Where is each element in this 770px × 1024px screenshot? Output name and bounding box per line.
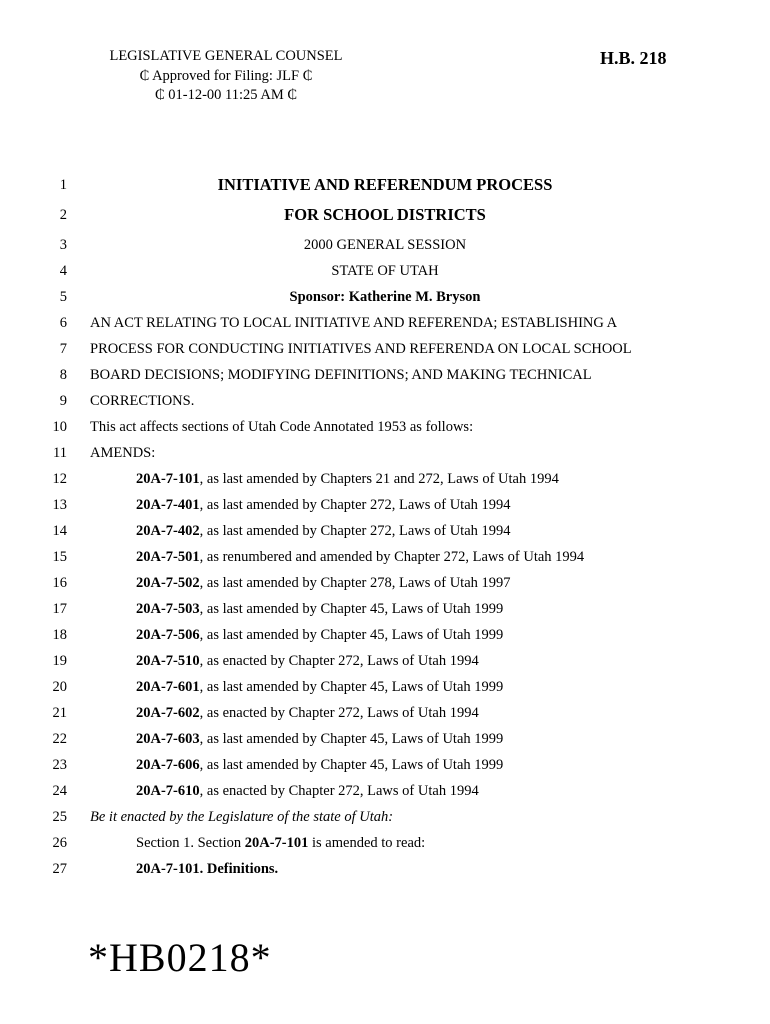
section-number: 20A-7-602 (136, 705, 200, 721)
amended-section-entry (136, 622, 700, 648)
line-number: 25 (52, 809, 67, 825)
line-10 (0, 414, 770, 440)
state-label: STATE OF UTAH (331, 263, 439, 279)
affects-statement: This act affects sections of Utah Code Annotated 1953 as follows: (90, 419, 474, 435)
section-amendment-intro (136, 830, 700, 856)
amended-section-entry (136, 466, 700, 492)
line-22 (0, 726, 770, 752)
amended-section-entry (136, 778, 700, 804)
amended-section-entry (136, 518, 700, 544)
line-19 (0, 648, 770, 674)
line-number: 15 (52, 549, 67, 565)
act-description: CORRECTIONS. (90, 393, 195, 409)
line-25 (0, 804, 770, 830)
line-14 (0, 518, 770, 544)
section-history: , as last amended by Chapter 45, Laws of Utah 1999 (199, 679, 504, 695)
section-number: 20A-7-610 (136, 783, 200, 799)
section-history: , as last amended by Chapter 45, Laws of Utah 1999 (199, 601, 504, 617)
line-8 (0, 362, 770, 388)
section-history: , as last amended by Chapters 21 and 272, Laws of Utah 1994 (199, 471, 559, 487)
section-number: 20A-7-502 (136, 575, 200, 591)
line-26 (0, 830, 770, 856)
line-number: 16 (52, 575, 67, 591)
line-4 (0, 258, 770, 284)
section-history: , as renumbered and amended by Chapter 272, Laws of Utah 1994 (199, 549, 585, 565)
line-number: 8 (59, 367, 67, 383)
line-number: 19 (52, 653, 67, 669)
bill-title-line-2: FOR SCHOOL DISTRICTS (284, 205, 486, 224)
section-number: 20A-7-401 (136, 497, 200, 513)
act-description: BOARD DECISIONS; MODIFYING DEFINITIONS; AND MAKING TECHNICAL (90, 367, 592, 383)
counsel-title: LEGISLATIVE GENERAL COUNSEL (109, 48, 343, 64)
amended-section-entry (136, 726, 700, 752)
counsel-header (96, 47, 356, 106)
line-13 (0, 492, 770, 518)
line-23 (0, 752, 770, 778)
line-number: 3 (59, 237, 67, 253)
line-number: 10 (52, 419, 67, 435)
amended-section-entry (136, 492, 700, 518)
section-heading: 20A-7-101. Definitions. (136, 861, 279, 877)
section-history: , as enacted by Chapter 272, Laws of Utah 1994 (199, 783, 479, 799)
line-number: 1 (59, 177, 67, 193)
amended-section-entry (136, 570, 700, 596)
session-label: 2000 GENERAL SESSION (303, 237, 467, 253)
section-number: 20A-7-603 (136, 731, 200, 747)
amends-heading: AMENDS: (90, 445, 156, 461)
section-number: 20A-7-402 (136, 523, 200, 539)
approved-for-filing: ₵ Approved for Filing: JLF ₵ (139, 67, 313, 84)
line-number: 7 (59, 341, 67, 357)
section-history: , as last amended by Chapter 45, Laws of Utah 1999 (199, 757, 504, 773)
section-history: , as enacted by Chapter 272, Laws of Utah 1994 (199, 705, 479, 721)
act-description: PROCESS FOR CONDUCTING INITIATIVES AND REFERENDA ON LOCAL SCHOOL (90, 341, 632, 357)
line-number: 22 (52, 731, 67, 747)
section-number: 20A-7-606 (136, 757, 200, 773)
amended-section-entry (136, 674, 700, 700)
section-history: , as last amended by Chapter 272, Laws of Utah 1994 (199, 523, 511, 539)
line-2 (0, 202, 770, 228)
line-18 (0, 622, 770, 648)
line-7 (0, 336, 770, 362)
section-number: 20A-7-510 (136, 653, 200, 669)
section-number: 20A-7-503 (136, 601, 200, 617)
line-16 (0, 570, 770, 596)
line-15 (0, 544, 770, 570)
section-number: 20A-7-501 (136, 549, 200, 565)
section-number: 20A-7-101 (244, 835, 309, 851)
line-5 (0, 284, 770, 310)
section-intro-suffix: is amended to read: (308, 835, 426, 851)
amended-section-entry (136, 700, 700, 726)
line-6 (0, 310, 770, 336)
line-11 (0, 440, 770, 466)
line-number: 24 (52, 783, 67, 799)
section-history: , as last amended by Chapter 272, Laws of Utah 1994 (199, 497, 511, 513)
enacting-clause: Be it enacted by the Legislature of the state of Utah: (90, 809, 394, 825)
line-27 (0, 856, 770, 882)
line-1 (0, 172, 770, 198)
line-number: 23 (52, 757, 67, 773)
line-number: 20 (52, 679, 67, 695)
line-21 (0, 700, 770, 726)
bill-number: H.B. 218 (600, 48, 667, 68)
line-number: 2 (59, 207, 67, 223)
section-number: 20A-7-101 (136, 471, 200, 487)
line-20 (0, 674, 770, 700)
line-12 (0, 466, 770, 492)
section-history: , as last amended by Chapter 45, Laws of Utah 1999 (199, 627, 504, 643)
amended-section-entry (136, 596, 700, 622)
amended-section-entry (136, 544, 700, 570)
line-number: 14 (52, 523, 67, 539)
section-history: , as last amended by Chapter 45, Laws of Utah 1999 (199, 731, 504, 747)
sponsor-line: Sponsor: Katherine M. Bryson (289, 289, 481, 305)
line-number: 6 (59, 315, 67, 331)
line-3 (0, 232, 770, 258)
line-24 (0, 778, 770, 804)
line-number: 5 (59, 289, 67, 305)
act-description: AN ACT RELATING TO LOCAL INITIATIVE AND REFERENDA; ESTABLISHING A (90, 315, 618, 331)
section-number: 20A-7-601 (136, 679, 200, 695)
amended-section-entry (136, 752, 700, 778)
line-number: 4 (59, 263, 67, 279)
line-number: 17 (52, 601, 67, 617)
section-intro-prefix: Section 1. Section (136, 835, 245, 851)
amended-section-entry (136, 648, 700, 674)
line-number: 9 (59, 393, 67, 409)
line-number: 21 (52, 705, 67, 721)
line-number: 13 (52, 497, 67, 513)
line-number: 26 (52, 835, 67, 851)
section-history: , as enacted by Chapter 272, Laws of Utah 1994 (199, 653, 479, 669)
line-number: 18 (52, 627, 67, 643)
line-number: 12 (52, 471, 67, 487)
line-9 (0, 388, 770, 414)
line-number: 27 (52, 861, 67, 877)
bill-barcode-text: *HB0218* (88, 935, 272, 980)
bill-title-line-1: INITIATIVE AND REFERENDUM PROCESS (217, 175, 553, 194)
filing-datetime: ₵ 01-12-00 11:25 AM ₵ (154, 87, 298, 103)
line-number: 11 (53, 445, 67, 461)
line-17 (0, 596, 770, 622)
section-number: 20A-7-506 (136, 627, 200, 643)
section-history: , as last amended by Chapter 278, Laws of Utah 1997 (199, 575, 511, 591)
